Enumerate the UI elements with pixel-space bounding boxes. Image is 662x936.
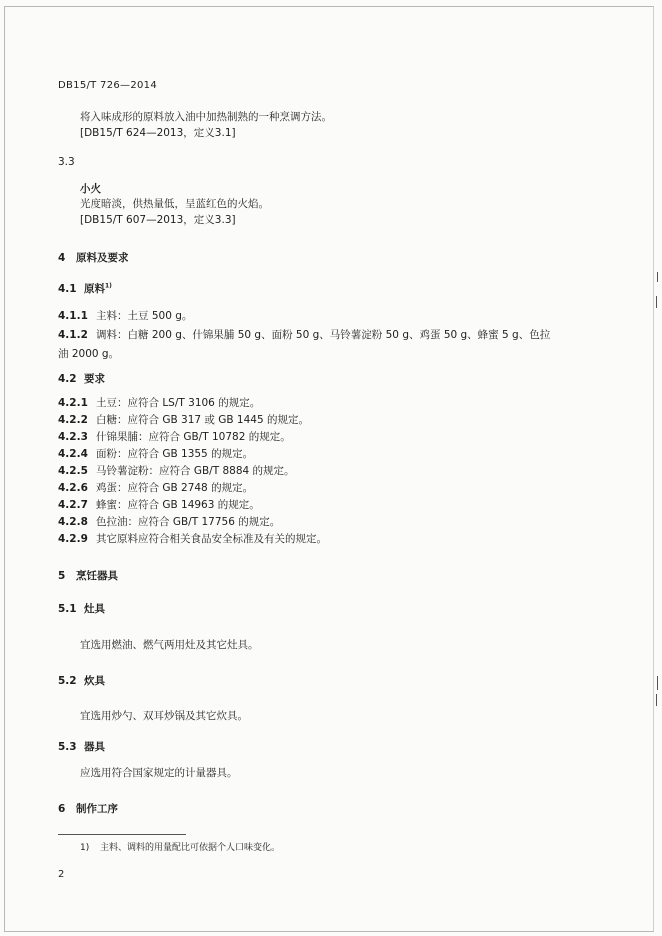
- footnote: 1) 主料、调料的用量配比可依据个人口味变化。: [80, 843, 281, 853]
- page-number: 2: [58, 869, 65, 880]
- footnote-divider: [58, 834, 186, 835]
- scan-mark: [656, 296, 657, 308]
- definition-3-3-text: 光度暗淡，供热量低，呈蓝红色的火焰。: [80, 198, 269, 210]
- clause-4-1-2-line-2: 油 2000 g。: [58, 348, 120, 360]
- scan-mark: [656, 694, 657, 706]
- term-small-fire: 小火: [80, 183, 101, 195]
- requirement-item: 4.2.3 什锦果脯：应符合 GB/T 10782 的规定。: [58, 431, 291, 443]
- section-5-2-text: 宜选用炒勺、双耳炒锅及其它炊具。: [80, 710, 248, 722]
- definition-3-2-source: [DB15/T 624—2013，定义3.1]: [80, 127, 236, 139]
- requirement-item: 4.2.2 白糖：应符合 GB 317 或 GB 1445 的规定。: [58, 414, 309, 426]
- clause-4-1-1: 4.1.1 主料：土豆 500 g。: [58, 310, 193, 322]
- requirement-item: 4.2.7 蜂蜜：应符合 GB 14963 的规定。: [58, 499, 260, 511]
- requirement-item: 4.2.8 色拉油：应符合 GB/T 17756 的规定。: [58, 516, 281, 528]
- section-4-1-heading: 4.1 原料$^{1)}$: [58, 282, 112, 295]
- clause-4-1-2-line-1: 4.1.2 调料：白糖 200 g、什锦果脯 50 g、面粉 50 g、马铃薯淀粉 50 g、鸡蛋 50 g、蜂蜜 5 g、色拉: [58, 329, 551, 341]
- document-code-header: DB15/T 726—2014: [58, 80, 157, 91]
- requirement-item: 4.2.1 土豆：应符合 LS/T 3106 的规定。: [58, 397, 261, 409]
- section-5-1-text: 宜选用燃油、燃气两用灶及其它灶具。: [80, 639, 259, 651]
- requirement-item: 4.2.5 马铃薯淀粉：应符合 GB/T 8884 的规定。: [58, 465, 295, 477]
- requirement-item: 4.2.9 其它原料应符合相关食品安全标准及有关的规定。: [58, 533, 327, 545]
- definition-3-3-source: [DB15/T 607—2013，定义3.3]: [80, 214, 236, 226]
- section-4-heading: 4 原料及要求: [58, 252, 129, 264]
- scan-mark: [657, 676, 658, 690]
- requirement-item: 4.2.4 面粉：应符合 GB 1355 的规定。: [58, 448, 254, 460]
- section-4-2-heading: 4.2 要求: [58, 373, 105, 385]
- clause-3-3-number: 3.3: [58, 156, 75, 168]
- section-5-3-heading: 5.3 器具: [58, 741, 105, 753]
- scan-mark: [657, 272, 658, 282]
- footnote-ref: 1): [105, 282, 112, 290]
- definition-3-2-text: 将入味成形的原料放入油中加热制熟的一种烹调方法。: [80, 111, 332, 123]
- section-5-3-text: 应选用符合国家规定的计量器具。: [80, 767, 238, 779]
- section-5-1-heading: 5.1 灶具: [58, 603, 105, 615]
- requirement-item: 4.2.6 鸡蛋：应符合 GB 2748 的规定。: [58, 482, 254, 494]
- section-6-heading: 6 制作工序: [58, 803, 118, 815]
- section-5-heading: 5 烹饪器具: [58, 570, 118, 582]
- section-5-2-heading: 5.2 炊具: [58, 675, 105, 687]
